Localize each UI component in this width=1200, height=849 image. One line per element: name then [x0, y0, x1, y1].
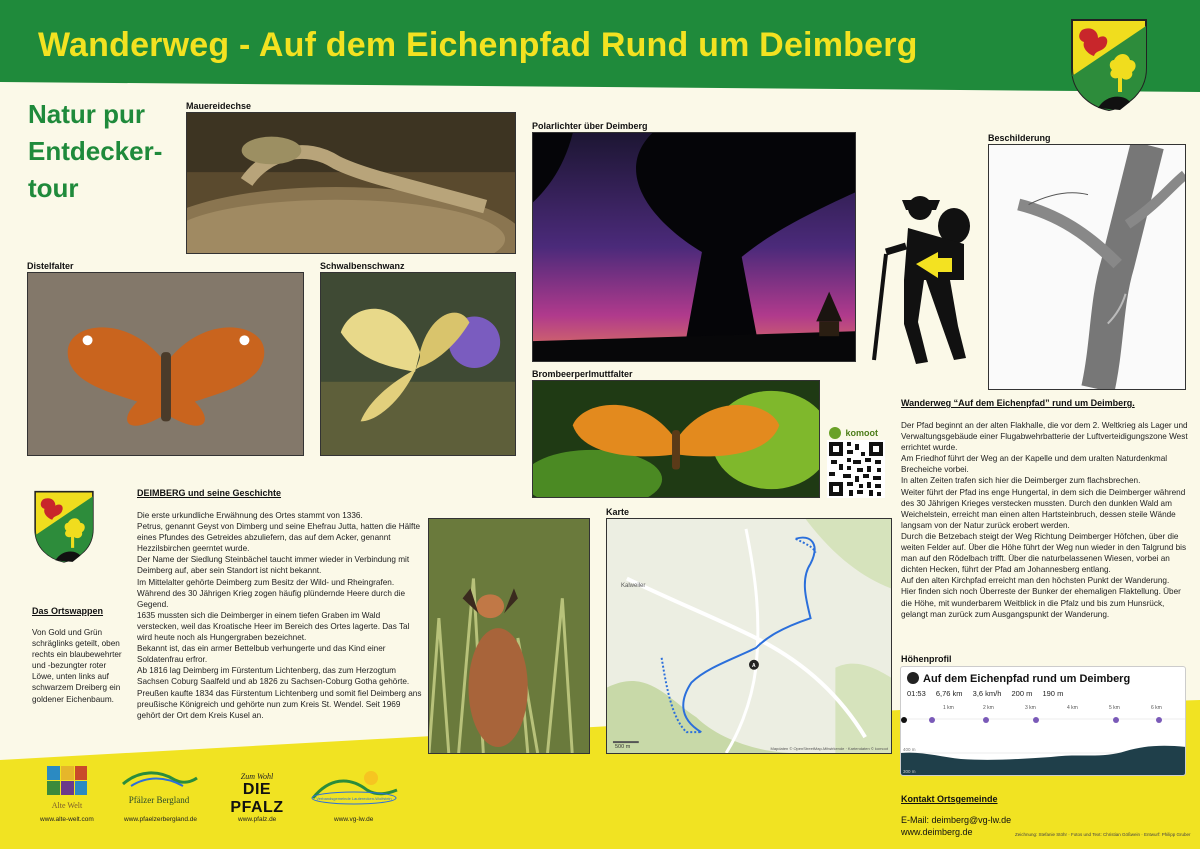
- wappen-heading: Das Ortswappen: [32, 606, 104, 616]
- url-pfalz[interactable]: www.pfalz.de: [238, 816, 277, 823]
- history-paragraph: Der Name der Siedlung Steinbächel taucht immer wieder in Verbindung mit Deimberg auf, aber sein Standort ist nicht bekannt.: [137, 555, 410, 576]
- logo-pfalz[interactable]: [216, 772, 298, 817]
- km-tick: 2 km: [983, 705, 994, 711]
- route-paragraph: In alten Zeiten trafen sich hier die Deimberger zum flachsbrechen.: [901, 476, 1141, 486]
- slogan-line-1: Natur pur: [28, 99, 145, 129]
- map-scale: 500 m: [615, 744, 631, 750]
- descent-stat: 190 m: [1042, 689, 1064, 698]
- profile-stats: [907, 689, 1071, 698]
- route-paragraph: Weiter führt der Pfad ins enge Hungertal, in dem sich die Deimberger während des 30 Jährigen Krieges verstecken mussten. Durch den dunklen Wald am Weichelstein, erreicht man einen alten Hartsteinbruch, dessen steile Wände langsam von der Natur zurück erobert werden.: [901, 487, 1186, 530]
- route-paragraph: Der Pfad beginnt an der alten Flakhalle, die vor dem 2. Weltkrieg als Lager und Verwaltungsgebäude einer Flugabwehrbatterie der Luftverteidigungszone West errichtet wurde.: [901, 421, 1188, 453]
- route-paragraph: Hier finden sich noch Überreste der Bunker der ehemaligen Flaktellung. Über die Höhe, mit wunderbarem Weitblick in die Pfalz und bis zum Hunsrück, gelangt man zurück zum Ausgangspunkt der Wanderung.: [901, 587, 1181, 619]
- photo-polarlichter: [532, 132, 856, 362]
- history-paragraph: Die erste urkundliche Erwähnung des Ortes stammt von 1336.: [137, 511, 363, 520]
- credits: Zeichnung: Stefanie Stöhr · Fotos und Text: Christian Gößwein · Entwurf: Philipp Gruber: [1015, 832, 1191, 837]
- km-tick: 4 km: [1067, 705, 1078, 711]
- photo-fox: [428, 518, 590, 754]
- caption-beschilderung: Beschilderung: [988, 133, 1051, 143]
- pfaelzer-bergland-icon: [119, 766, 199, 790]
- vg-icon: [309, 768, 399, 806]
- contact-web[interactable]: www.deimberg.de: [901, 827, 973, 837]
- alte-welt-name: Alte Welt: [51, 801, 83, 810]
- photo-distelfalter: [27, 272, 304, 456]
- km-tick: 5 km: [1109, 705, 1120, 711]
- caption-distelfalter: Distelfalter: [27, 261, 74, 271]
- logo-alte-welt[interactable]: [44, 766, 90, 810]
- duration-stat: 01:53: [907, 689, 926, 698]
- pfalz-name: DIE PFALZ: [230, 781, 284, 816]
- km-tick: 1 km: [943, 705, 954, 711]
- drawing-beschilderung: [988, 144, 1186, 390]
- coat-of-arms-top: [1068, 16, 1150, 112]
- history-paragraph: Bekannt ist, das ein armer Bettelbub verhungerte und das Kind einer Soldatenfrau erfror.: [137, 644, 386, 665]
- history-paragraph: 1635 mussten sich die Deimberger in einem tiefen Graben im Wald verstecken, weil das Kroatische Heer im Bereich des Ortes lagerte. Das Tal wird heute noch als Hungergraben bezeichnet.: [137, 610, 410, 643]
- coat-of-arms-small: [32, 488, 96, 564]
- history-paragraph: Petrus, genannt Geyst von Dimberg und seine Ehefrau Jutta, hatten die Hälfte eines Pfundes des Getreides abzuliefern, das auf dem Acker, genannt Hezzilsbirchen geerntet wurde.: [137, 522, 421, 554]
- history-paragraph: Im Mittelalter gehörte Deimberg zum Besitz der Wild- und Rheingrafen.: [137, 577, 395, 587]
- wappen-text: Von Gold und Grün schräglinks geteilt, oben rechts ein blaubewehrter und -bezungter roter Löwe, unten links auf schwarzem Dreiberg ein goldener Eichenbaum.: [32, 628, 122, 704]
- map-start-marker[interactable]: A: [752, 663, 756, 669]
- contact-heading: Kontakt Ortsgemeinde: [901, 794, 998, 804]
- qr-code[interactable]: [827, 440, 885, 498]
- hiker-icon: [907, 672, 919, 684]
- route-paragraph: Am Friedhof führt der Weg an der Kapelle und dem uralten Naturdenkmal Brecheiche vorbei.: [901, 454, 1168, 475]
- logo-pfaelzer-bergland[interactable]: [118, 766, 200, 805]
- hiker-signpost: [868, 186, 976, 366]
- caption-schwalbenschwanz: Schwalbenschwanz: [320, 261, 405, 271]
- photo-brombeerperlmuttfalter: [532, 380, 820, 498]
- route-paragraph: Auf den alten Kirchpfad erreicht man den höchsten Punkt der Wanderung.: [901, 576, 1170, 586]
- caption-brombeer: Brombeerperlmuttfalter: [532, 369, 633, 379]
- komoot-label: komoot: [845, 427, 878, 438]
- photo-mauereidechse: [186, 112, 516, 254]
- caption-mauereidechse: Mauereidechse: [186, 101, 252, 111]
- km-tick: 3 km: [1025, 705, 1036, 711]
- slogan: [28, 96, 188, 207]
- komoot-icon: [829, 427, 841, 439]
- elevation-chart: [901, 701, 1186, 776]
- route-heading: Wanderweg “Auf dem Eichenpfad” rund um Deimberg.: [901, 398, 1135, 408]
- alt-label: 300 m: [903, 769, 916, 774]
- contact-email[interactable]: E-Mail: deimberg@vg-lw.de: [901, 815, 1012, 825]
- profile-heading: Höhenprofil: [901, 654, 952, 664]
- map-attribution: Mapdaten © OpenStreetMap-Mitwirkende · Kartendaten © komoot: [770, 746, 888, 751]
- url-pfaelzer-bergland[interactable]: www.pfaelzerbergland.de: [124, 816, 197, 823]
- page-title: Wanderweg - Auf dem Eichenpfad Rund um Deimberg: [38, 26, 918, 64]
- url-vg[interactable]: www.vg-lw.de: [334, 816, 374, 823]
- caption-karte: Karte: [606, 507, 630, 517]
- vg-name: Verbandsgemeinde Lauterecken-Wolfstein: [316, 796, 392, 801]
- route-paragraph: Durch die Betzebach steigt der Weg Richtung Deimberger Höfchen, über die weiten Felder auf. Über die Höhe führt der Weg nun wieder in den Talgrund bis man auf den Rödelbach trifft. Über die naturbelassenen Wiesen, vorbei an dichten Hecken, führt der Pfad am Johannesberg entlang.: [901, 531, 1187, 575]
- map-karte[interactable]: [606, 518, 892, 754]
- distance-stat: 6,76 km: [935, 689, 963, 698]
- map-place-label: Kalweiler: [621, 583, 646, 589]
- logo-vg[interactable]: [308, 768, 400, 811]
- speed-stat: 3,6 km/h: [972, 689, 1002, 698]
- history-text: [137, 510, 422, 721]
- route-text: [901, 420, 1191, 620]
- history-paragraph: Während des 30 Jährigen Krieg zogen häufig plündernde Heere durch die Gegend.: [137, 588, 406, 609]
- ascent-stat: 200 m: [1011, 689, 1033, 698]
- km-tick: 6 km: [1151, 705, 1162, 711]
- history-heading: DEIMBERG und seine Geschichte: [137, 488, 282, 498]
- elevation-profile: [900, 666, 1186, 776]
- history-paragraph: Ab 1816 lag Deimberg im Fürstentum Lichtenberg, das zum Herzogtum Sachsen Coburg Saalfeld und ab 1826 zu Sachsen-Coburg Gotha gehörte. Preußen kaufte 1834 das Fürstentum Lichtenberg und somit fiel Deimberg ans preußische Königreich und gehörte nun zum Kreis St. Wendel. Seit 1969 gehört der Ort dem Kreis Kusel an.: [137, 666, 422, 720]
- slogan-line-2: Entdecker-: [28, 136, 163, 166]
- alt-label: 400 m: [903, 747, 916, 752]
- profile-title: Auf dem Eichenpfad rund um Deimberg: [923, 673, 1131, 685]
- pfaelzer-bergland-name: Pfälzer Bergland: [128, 795, 190, 805]
- caption-polarlichter: Polarlichter über Deimberg: [532, 121, 648, 131]
- photo-schwalbenschwanz: [320, 272, 516, 456]
- url-alte-welt[interactable]: www.alte-welt.com: [40, 816, 94, 823]
- komoot-logo[interactable]: [829, 424, 889, 438]
- pfalz-tagline: Zum Wohl: [240, 772, 274, 781]
- slogan-line-3: tour: [28, 173, 79, 203]
- alte-welt-icon: [47, 766, 87, 796]
